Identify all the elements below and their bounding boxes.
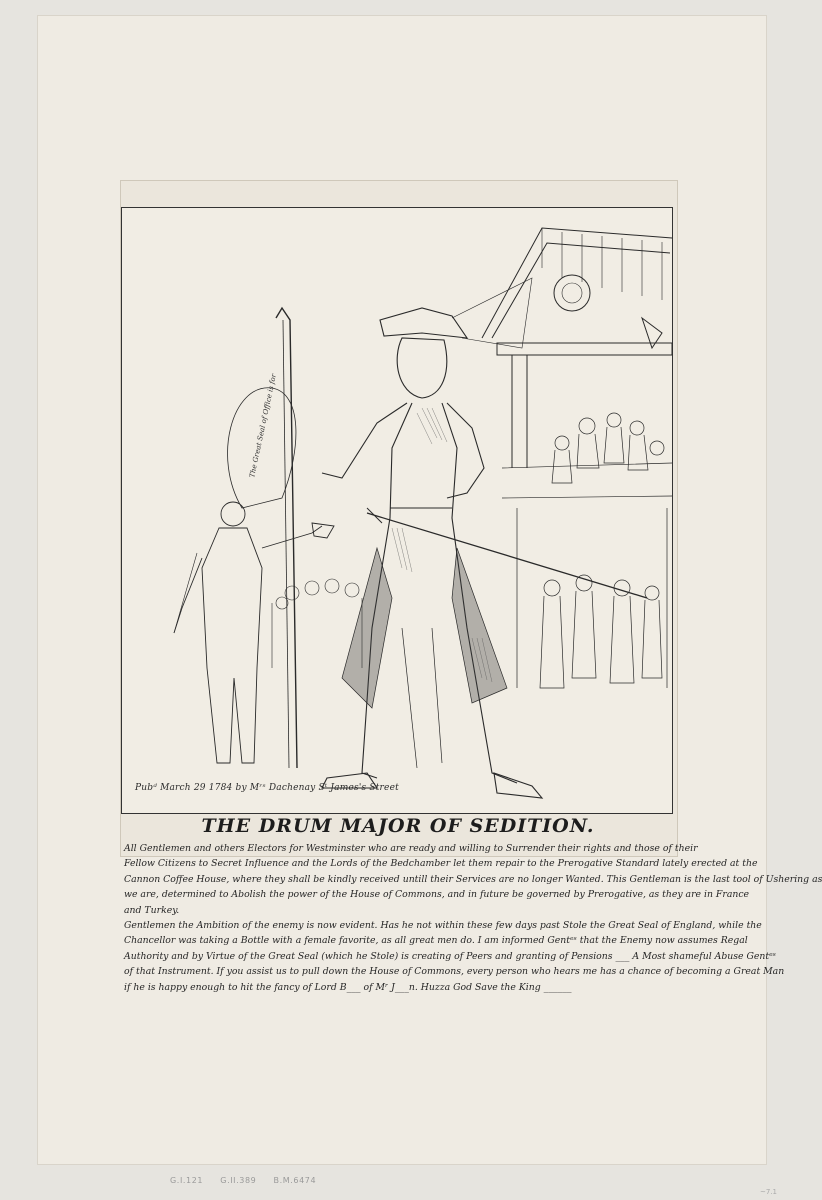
collection-marks [170, 1176, 330, 1185]
caption-line: and Turkey. [124, 904, 180, 916]
etching-image [121, 207, 673, 814]
publication-line: Pubᵈ March 29 1784 by Mʳˢ Dachenay Sᵗ James's Street [135, 783, 399, 793]
head [397, 338, 447, 398]
small-figure-head [221, 502, 245, 526]
tricorne-hat [380, 308, 467, 338]
caption-text [124, 841, 822, 995]
caption-line: Authority and by Virtue of the Great Seal (which he Stole) is creating of Peers and granting of Pensions ___ A Most shameful Abuse Gentᵉˢ [124, 950, 776, 962]
caption-line: Fellow Citizens to Secret Influence and the Lords of the Bedchamber let them repair to the Prerogative Standard lately erected at the [124, 858, 758, 870]
speech-bubble-text: The Great Seal of Office is for [248, 373, 278, 479]
corner-mark: ~7.1 [760, 1188, 777, 1196]
staff [276, 308, 297, 768]
caption-line: All Gentlemen and others Electors for Westminster who are ready and willing to Surrender their rights and those of their [124, 843, 698, 854]
clock-circle [554, 275, 590, 311]
caption-line: if he is happy enough to hit the fancy of Lord B___ of Mʳ J___n. Huzza God Save the King ______ [124, 981, 572, 993]
left-arm [322, 403, 407, 478]
caption-line: Chancellor was taking a Bottle with a female favorite, as all great men do. I am informed Gentᵉˢ that the Enemy now assumes Regal [124, 935, 748, 947]
right-arm [447, 403, 484, 498]
caption-line: we are, determined to Abolish the power of the House of Commons, and in future be governed by Prerogative, as they are in France [124, 889, 750, 901]
caption-line: Cannon Coffee House, where they shall be kindly received untill their Services are no longer Wanted. This Gentleman is the last tool of Ushering as [124, 873, 822, 885]
collection-mark: B.M.6474 [273, 1176, 317, 1185]
sword [367, 513, 647, 598]
caption-line: of that Instrument. If you assist us to pull down the House of Commons, every person who hears me has a chance of becoming a Great Man [124, 966, 785, 978]
caption-line: Gentlemen the Ambition of the enemy is now evident. Has he not within these few days past Stole the Great Seal of England, while the [124, 920, 762, 932]
etching-illustration [122, 208, 672, 813]
print-title: THE DRUM MAJOR OF SEDITION. [201, 815, 595, 837]
collection-mark: G.I.121 [170, 1176, 204, 1185]
collection-mark: G.II.389 [220, 1176, 257, 1185]
